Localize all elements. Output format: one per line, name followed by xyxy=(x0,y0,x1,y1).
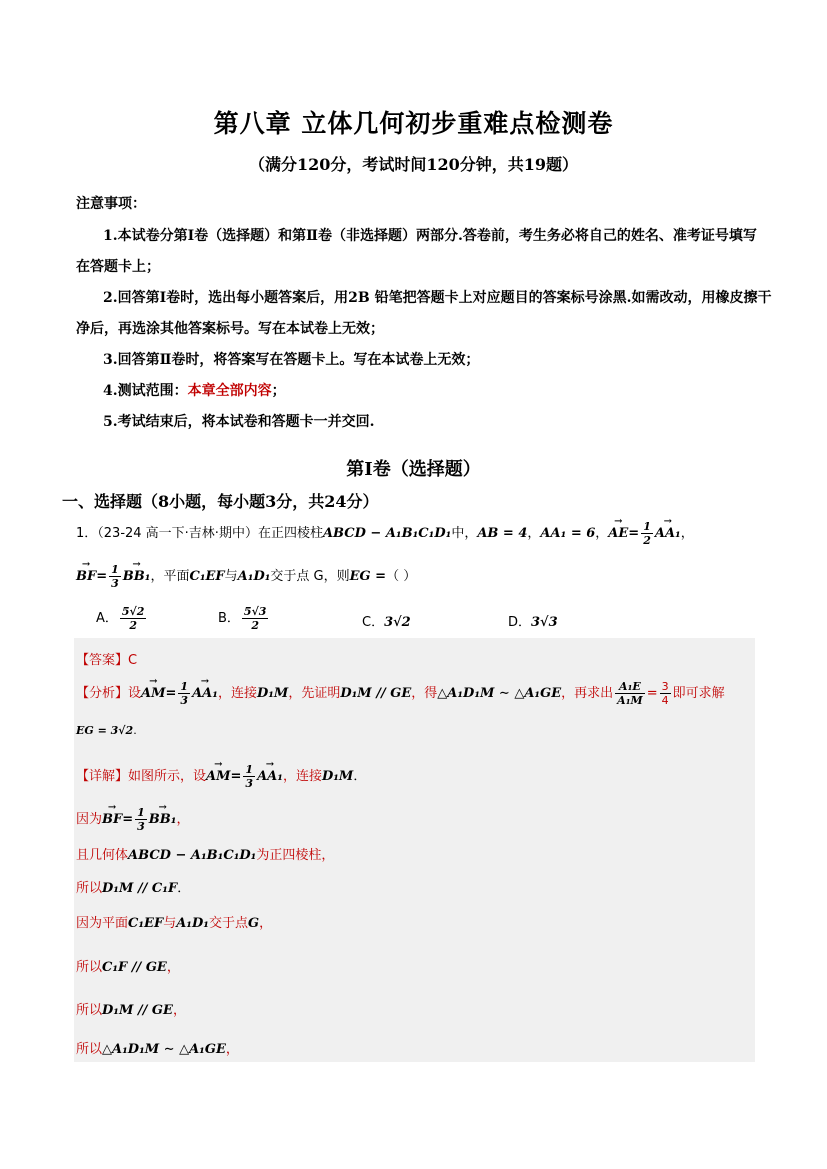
detail-so-2: 所以 xyxy=(76,960,103,975)
option-a-num: 5√2 xyxy=(121,605,145,618)
detail-vec-bb1: → BB₁ xyxy=(149,812,177,827)
detail-line-2 xyxy=(76,806,189,833)
q1-half-fraction xyxy=(641,520,653,547)
option-c xyxy=(362,611,411,630)
option-a xyxy=(96,605,148,632)
option-d xyxy=(508,611,558,630)
notice-item-4 xyxy=(76,376,771,407)
option-b-fraction xyxy=(242,605,269,632)
option-b-num: 5√3 xyxy=(243,605,267,618)
q1-half-num: 1 xyxy=(643,520,651,533)
analysis-ratio-value-den: 4 xyxy=(661,694,669,707)
analysis-get: ，得 xyxy=(411,686,438,701)
option-a-den: 2 xyxy=(129,619,137,632)
detail-line-7 xyxy=(76,999,186,1018)
analysis-ratio-num: A₁E xyxy=(615,680,645,694)
analysis-third-fraction xyxy=(178,680,190,707)
q1-third-num: 1 xyxy=(111,563,119,576)
detail-connect: ，连接 xyxy=(282,769,322,784)
detail-with: 与 xyxy=(163,916,177,931)
detail-is-prism: 为正四棱柱， xyxy=(256,848,335,863)
detail-line-4 xyxy=(76,877,190,896)
detail-plane: C₁EF xyxy=(128,916,164,931)
detail-third-fraction-2 xyxy=(135,806,147,833)
q1-line: A₁D₁ xyxy=(237,569,271,584)
analysis-d1m: D₁M xyxy=(256,686,289,701)
analysis-parallel: D₁M // GE xyxy=(340,686,412,701)
notice-item-1a: 1.本试卷分第Ⅰ卷（选择题）和第Ⅱ卷（非选择题）两部分.答卷前，考生务必将自己的姓名、准考证号填写 xyxy=(103,228,757,244)
detail-because-plane: 因为平面 xyxy=(76,916,129,931)
analysis-ratio-value xyxy=(660,680,671,707)
q1-sep2: ， xyxy=(595,526,609,541)
q1-eq2: = xyxy=(96,569,108,584)
notice-item-1b: 在答题卡上； xyxy=(76,259,160,275)
analysis-prove: ，先证明 xyxy=(288,686,341,701)
detail-comma-2: ， xyxy=(259,916,273,931)
q1-vec-bf: → BF xyxy=(76,569,96,584)
detail-comma-5: ， xyxy=(225,1042,239,1057)
q1-paren: （ ） xyxy=(386,569,417,584)
detail-comma-4: ， xyxy=(172,1003,186,1018)
detail-d1m: D₁M xyxy=(321,769,354,784)
question-1-line-1 xyxy=(76,520,694,547)
detail-line-5 xyxy=(76,912,272,931)
section-title: 第Ⅰ卷（选择题） xyxy=(346,459,481,480)
detail-vec-bf: → BF xyxy=(102,812,122,827)
q1-mid: 中， xyxy=(451,526,478,541)
detail-eq2: = xyxy=(122,812,134,827)
detail-third-den: 3 xyxy=(245,777,254,790)
analysis-eq2: = xyxy=(646,686,658,701)
analysis-solve: 即可求解 xyxy=(672,686,725,701)
detail-meet: 交于点 xyxy=(208,916,248,931)
detail-third-num: 1 xyxy=(245,763,254,776)
part-title: 一、选择题（8小题，每小题3分，共24分） xyxy=(62,492,379,511)
analysis-vec-aa1: → AA₁ xyxy=(192,686,218,701)
detail-label: 【详解】如图所示，设 xyxy=(76,769,207,784)
q1-vec-aa1: → AA₁ xyxy=(655,526,681,541)
analysis-ratio-fraction xyxy=(615,680,645,707)
q1-vec-ae: → AE xyxy=(608,526,628,541)
analysis-vec-am: → AM xyxy=(141,686,165,701)
page-subtitle: （满分120分，考试时间120分钟，共19题） xyxy=(248,155,579,174)
detail-similar-2: △A₁D₁M ∼ △A₁GE xyxy=(102,1042,226,1057)
notice-item-4-range: 本章全部内容 xyxy=(187,383,272,399)
notice-item-2b: 净后，再选涂其他答案标号。写在本试卷上无效； xyxy=(76,321,384,337)
notice-item-3: 3.回答第Ⅱ卷时，将答案写在答题卡上。写在本试卷上无效； xyxy=(103,352,480,368)
detail-parallel-2: C₁F // GE xyxy=(102,960,167,975)
option-d-value: 3√3 xyxy=(531,615,558,630)
q1-tail1: ， xyxy=(680,526,694,541)
analysis-then: ，再求出 xyxy=(561,686,614,701)
notice-item-5: 5.考试结束后，将本试卷和答题卡一并交回. xyxy=(103,414,375,430)
question-1-line-2 xyxy=(76,563,416,590)
detail-third-fraction xyxy=(243,763,255,790)
detail-so-3: 所以 xyxy=(76,1003,103,1018)
detail-point-g: G xyxy=(247,916,260,931)
detail-comma-3: ， xyxy=(166,960,180,975)
q1-third-fraction xyxy=(109,563,121,590)
detail-because: 因为 xyxy=(76,812,103,827)
detail-period-3: ． xyxy=(177,881,191,896)
q1-with: 与 xyxy=(224,569,238,584)
q1-plane: C₁EF xyxy=(189,569,225,584)
detail-line-8 xyxy=(76,1038,239,1057)
detail-eq: = xyxy=(230,769,242,784)
detail-vec-aa1: → AA₁ xyxy=(257,769,283,784)
q1-lead: 1．（23-24 高一下·吉林·期中）在正四棱柱 xyxy=(76,526,323,541)
analysis-similar: △A₁D₁M ∼ △A₁GE xyxy=(437,686,562,701)
notice-item-2a: 2.回答第Ⅰ卷时，选出每小题答案后，用2B 铅笔把答题卡上对应题目的答案标号涂黑.如需改动，用橡皮擦干 xyxy=(103,290,772,306)
detail-so-1: 所以 xyxy=(76,881,103,896)
analysis-third-num: 1 xyxy=(180,680,189,693)
page-title: 第八章 立体几何初步重难点检测卷 xyxy=(213,109,614,138)
q1-cond1: AB = 4 xyxy=(477,526,528,541)
option-d-label: D． xyxy=(508,615,532,630)
detail-line-6 xyxy=(76,956,180,975)
analysis-ratio-den: A₁M xyxy=(617,694,643,707)
notice-list xyxy=(76,221,771,438)
option-c-value: 3√2 xyxy=(384,615,411,630)
detail-and: 且几何体 xyxy=(76,848,129,863)
option-b xyxy=(218,605,270,632)
analysis-ratio-value-num: 3 xyxy=(661,680,669,693)
notice-item-4-prefix: 4.测试范围： xyxy=(103,383,188,399)
q1-eq: = xyxy=(628,526,640,541)
analysis-result-line xyxy=(76,724,137,737)
detail-third-num-2: 1 xyxy=(137,806,145,819)
q1-sep: ， xyxy=(527,526,541,541)
q1-plane-text: ，平面 xyxy=(150,569,190,584)
detail-comma: ， xyxy=(176,812,190,827)
option-c-label: C． xyxy=(362,615,385,630)
option-b-label: B． xyxy=(218,611,240,626)
q1-third-den: 3 xyxy=(111,577,119,590)
detail-parallel-3: D₁M // GE xyxy=(102,1003,173,1018)
q1-meet: 交于点 G，则 xyxy=(270,569,350,584)
option-a-fraction xyxy=(120,605,147,632)
analysis-label: 【分析】设 xyxy=(76,686,142,701)
detail-line-1 xyxy=(76,763,366,790)
detail-vec-am: → AM xyxy=(206,769,230,784)
notice-item-4-suffix: ； xyxy=(271,383,286,399)
q1-half-den: 2 xyxy=(643,534,651,547)
detail-third-den-2: 3 xyxy=(137,820,145,833)
analysis-result: EG = 3√2 xyxy=(76,724,134,737)
detail-so-4: 所以 xyxy=(76,1042,103,1057)
analysis-third-den: 3 xyxy=(180,694,189,707)
detail-line-a1d1: A₁D₁ xyxy=(176,916,209,931)
analysis-connect: ，连接 xyxy=(217,686,257,701)
analysis-period: . xyxy=(133,724,137,737)
analysis-line xyxy=(76,680,725,707)
detail-prism: ABCD − A₁B₁C₁D₁ xyxy=(128,848,257,863)
q1-cond2: AA₁ = 6 xyxy=(540,526,596,541)
detail-parallel-c1f: D₁M // C₁F xyxy=(102,881,178,896)
notice-heading: 注意事项： xyxy=(76,196,146,212)
q1-ask: EG = xyxy=(349,569,387,584)
q1-vec-bb1: → BB₁ xyxy=(123,569,151,584)
detail-line-3 xyxy=(76,844,334,863)
analysis-eq: = xyxy=(165,686,177,701)
option-b-den: 2 xyxy=(251,619,260,632)
q1-prism: ABCD − A₁B₁C₁D₁ xyxy=(322,526,452,541)
answer-label: 【答案】C xyxy=(76,653,138,668)
option-a-label: A． xyxy=(96,611,118,626)
detail-period: ． xyxy=(353,769,367,784)
